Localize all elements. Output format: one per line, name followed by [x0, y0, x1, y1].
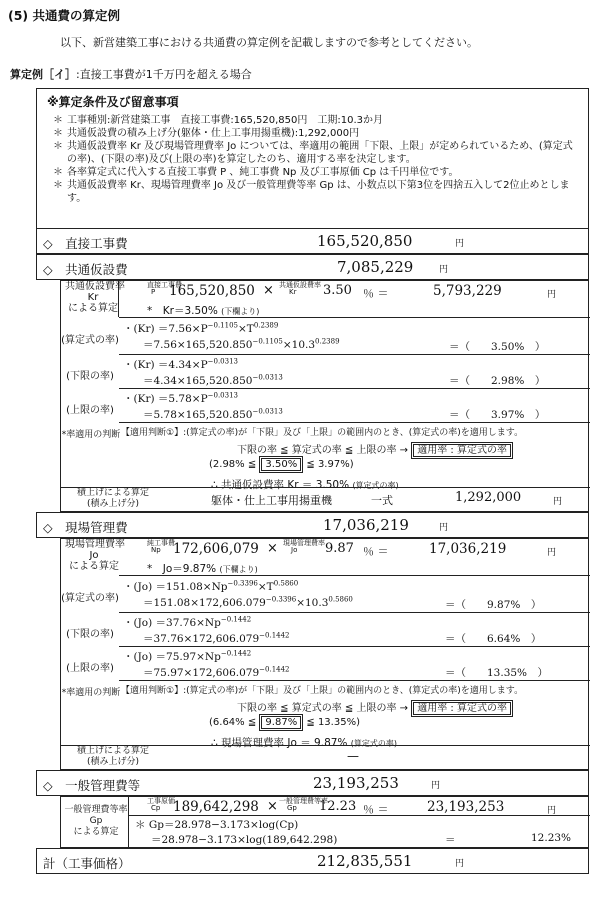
gp-sup: 一般管理費等率 — [279, 797, 328, 805]
low-substituted: $=37.76\times 172,606.079^{-0.1442}$ — [143, 631, 290, 645]
yen-unit: 円 — [547, 548, 557, 558]
example-label: 算定例［イ］ — [10, 68, 76, 81]
yen-unit: 円 — [431, 781, 441, 791]
yen-unit: 円 — [455, 859, 465, 869]
kasetsu-row — [36, 254, 589, 280]
condition-line: ＊ 共通仮設費率 Kr 及び現場管理費率 Jo については、率適用の範囲「下限、上限」が定められているため、(算定式の率)、(下限の率)及び(上限の率)を算定したのち、適用する率を決定します。 — [53, 141, 573, 165]
total-row — [36, 848, 589, 874]
kasetsu-detail — [60, 280, 589, 512]
direct-cost-row — [36, 228, 589, 254]
genba-label: ◇ 現場管理費 — [43, 520, 128, 535]
judge-values: (6.64% ≦ 9.87% ≦ 13.35%) — [209, 717, 360, 728]
genba-amount: 17,036,219 — [323, 516, 409, 534]
gp-formula: ＊ Gp＝28.978−3.173×log(Cp) — [135, 819, 299, 831]
ippan-amount: 23,193,253 — [313, 774, 399, 792]
ippan-detail — [60, 796, 589, 848]
total-amount: 212,835,551 — [317, 852, 413, 870]
genba-result: 17,036,219 — [429, 541, 507, 557]
judge-label: *率適用の判断 — [61, 430, 121, 440]
calc-formula: ・$(Kr) =7.56\times P^{-0.1105}\times T^{0.2389}$ — [123, 321, 279, 335]
jo-note: * Jo＝9.87% (下欄より) — [147, 563, 258, 575]
calc-result: ＝（ 3.50% ） — [449, 341, 546, 353]
times-sign: × — [263, 283, 274, 298]
kasetsu-result: 5,793,229 — [433, 283, 502, 299]
low-label: (下限の率) — [66, 629, 114, 640]
kasetsu-label: ◇ 共通仮設費 — [43, 262, 128, 277]
jo-value: 9.87 — [325, 541, 354, 556]
calc-label: (算定式の率) — [61, 335, 119, 346]
stack-dash: — — [347, 749, 359, 763]
np-sym: Np — [151, 546, 161, 554]
cp-sym: Cp — [151, 804, 161, 812]
up-formula: ・$(Kr) =5.78\times P^{-0.0313}$ — [123, 391, 238, 405]
conditions-box — [36, 88, 589, 228]
judge-head: 【適用判断①】:(算定式の率)が「下限」及び「上限」の範囲内のとき、(算定式の率)を適用します。 — [121, 428, 524, 438]
gp-eq: ＝ — [445, 834, 456, 846]
kr-sym: Kr — [289, 288, 297, 296]
calc-result: ＝（ 9.87% ） — [445, 599, 542, 611]
up-result: ＝（ 13.35% ） — [445, 667, 549, 679]
cp-value: 189,642,298 — [173, 799, 259, 815]
judge-formula: 下限の率 ≦ 算定式の率 ≦ 上限の率 → 適用率 : 算定式の率 — [237, 441, 513, 456]
judge-head: 【適用判断①】:(算定式の率)が「下限」及び「上限」の範囲内のとき、(算定式の率)を適用します。 — [121, 686, 524, 696]
cp-sup: 工事原価 — [147, 797, 175, 805]
judge-formula: 下限の率 ≦ 算定式の率 ≦ 上限の率 → 適用率 : 算定式の率 — [237, 699, 513, 714]
np-sup: 純工事費 — [147, 539, 175, 547]
ippan-rate-title: 一般管理費等率 Gp による算定 — [64, 805, 128, 837]
pct-eq: ％ ＝ — [363, 803, 389, 816]
judge-final: ∴ 共通仮設費率 Kr ＝ 3.50% (算定式の率) — [211, 479, 399, 491]
ippan-result: 23,193,253 — [427, 799, 505, 815]
times-sign: × — [267, 799, 278, 814]
up-label: (上限の率) — [66, 405, 114, 416]
calc-substituted: $=151.08\times 172,606.079^{-0.3396}\times 10.3^{0.5860}$ — [143, 595, 353, 609]
total-label: 計（工事価格） — [43, 856, 131, 871]
p-value: 165,520,850 — [169, 283, 255, 299]
yen-unit: 円 — [547, 290, 557, 300]
calc-substituted: $=7.56\times 165,520.850^{-0.1105}\times 10.3^{0.2389}$ — [143, 337, 340, 351]
stack-amount: 1,292,000 — [455, 490, 522, 505]
yen-unit: 円 — [547, 806, 557, 816]
up-result: ＝（ 3.97% ） — [449, 409, 546, 421]
up-label: (上限の率) — [66, 663, 114, 674]
times-sign: × — [267, 541, 278, 556]
direct-cost-amount: 165,520,850 — [317, 232, 413, 250]
gp-value: 12.23 — [319, 799, 357, 814]
kasetsu-amount: 7,085,229 — [337, 258, 414, 276]
p-sym: P — [151, 288, 156, 296]
yen-unit: 円 — [553, 497, 563, 507]
np-value: 172,606,079 — [173, 541, 259, 557]
condition-line: ＊ 共通仮設費率 Kr、現場管理費率 Jo 及び一般管理費等率 Gp は、小数点以下第3位を四捨五入して2位止めとします。 — [53, 180, 570, 204]
section-heading: (5) 共通費の算定例 — [8, 8, 120, 23]
low-formula: ・$(Jo) =37.76\times Np^{-0.1442}$ — [123, 615, 252, 629]
gp-result: 12.23% — [531, 832, 572, 844]
condition-line: ＊ 各率算定式に代入する直接工事費 P 、純工事費 Np 及び工事原価 Cp は千円単位です。 — [53, 167, 459, 178]
calc-formula: ・$(Jo) =151.08\times Np^{-0.3396}\times T^{0.5860}$ — [123, 579, 299, 593]
p-sup: 直接工事費 — [147, 281, 182, 289]
gp-sym: Gp — [287, 804, 297, 812]
stack-label: 積上げによる算定 (積み上げ分) — [76, 488, 149, 509]
intro-text: 以下、新営建築工事における共通費の算定例を記載しますので参考としてください。 — [60, 36, 478, 49]
condition-line: ＊ 共通仮設費の積み上げ分(躯体・仕上工事用揚重機):1,292,000円 — [53, 128, 360, 139]
judge-final: ∴ 現場管理費率 Jo ＝ 9.87% (算定式の率) — [211, 737, 398, 749]
jo-sym: Jo — [291, 546, 298, 554]
judge-label: *率適用の判断 — [61, 688, 121, 698]
stack-unit: 一式 — [371, 494, 393, 507]
ippan-row — [36, 770, 589, 796]
gp-substituted: ＝28.978−3.173×log(189,642.298) — [151, 834, 338, 846]
conditions-title: ※算定条件及び留意事項 — [47, 95, 179, 109]
jo-sup: 現場管理費率 — [283, 539, 325, 547]
up-substituted: $=5.78\times 165,520.850^{-0.0313}$ — [143, 407, 283, 421]
up-substituted: $=75.97\times 172,606.079^{-0.1442}$ — [143, 665, 290, 679]
low-result: ＝（ 2.98% ） — [449, 375, 546, 387]
stack-item: 躯体・仕上工事用揚重機 — [211, 494, 332, 507]
genba-rate-title: 現場管理費率 Jo による算定 — [65, 539, 125, 572]
kasetsu-rate-title: 共通仮設費率 Kr による算定 — [65, 281, 125, 314]
up-formula: ・$(Jo) =75.97\times Np^{-0.1442}$ — [123, 649, 252, 663]
pct-eq: ％ ＝ — [363, 287, 389, 300]
kr-value: 3.50 — [323, 283, 352, 298]
genba-detail — [60, 538, 589, 770]
low-result: ＝（ 6.64% ） — [445, 633, 542, 645]
genba-row — [36, 512, 589, 538]
kr-note: * Kr＝3.50% (下欄より) — [147, 305, 260, 317]
direct-cost-label: ◇ 直接工事費 — [43, 236, 128, 251]
pct-eq: ％ ＝ — [363, 545, 389, 558]
low-substituted: $=4.34\times 165,520.850^{-0.0313}$ — [143, 373, 283, 387]
stack-label: 積上げによる算定 (積み上げ分) — [76, 746, 149, 767]
example-desc: :直接工事費が1千万円を超える場合 — [76, 68, 252, 81]
condition-line: ＊ 工事種別:新営建築工事 直接工事費:165,520,850円 工期:10.3か月 — [53, 115, 383, 126]
low-label: (下限の率) — [66, 371, 114, 382]
low-formula: ・$(Kr) =4.34\times P^{-0.0313}$ — [123, 357, 238, 371]
kr-sup: 共通仮設費率 — [279, 281, 321, 289]
yen-unit: 円 — [439, 523, 449, 533]
judge-values: (2.98% ≦ 3.50% ≦ 3.97%) — [209, 459, 354, 470]
yen-unit: 円 — [439, 265, 449, 275]
yen-unit: 円 — [455, 239, 465, 249]
example-title — [10, 66, 252, 82]
calc-label: (算定式の率) — [61, 593, 119, 604]
ippan-label: ◇ 一般管理費等 — [43, 778, 141, 793]
